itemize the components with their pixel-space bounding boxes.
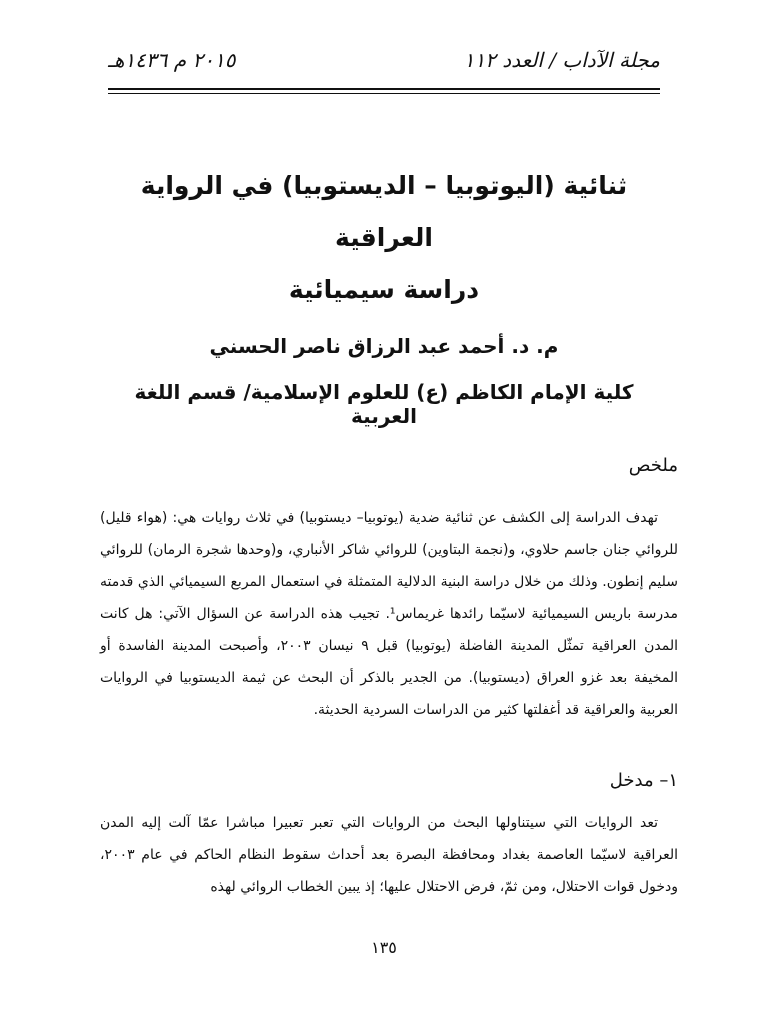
author-name: م. د. أحمد عبد الرزاق ناصر الحسني: [209, 334, 559, 358]
issue-date: ٢٠١٥ م ١٤٣٦هـ: [108, 48, 236, 72]
abstract-text: تهدف الدراسة إلى الكشف عن ثنائية ضدية (يوتوبيا– ديستوبيا) في ثلاث روايات هي: (هواء قليل) للروائي جنان جاسم حلاوي، و(نجمة البتاوين) للروائي شاكر الأنباري، و(وحدها شجرة الرمان) للروائي سليم إنطون. وذلك من خلال دراسة البنية الدلالية المتمثلة في استعمال المربع السيميائي الذي قدمته مدرسة باريس السيميائية لاسيّما رائدها غريماس¹. تجيب هذه الدراسة عن السؤال الآتي: هل كانت المدن العراقية تمثّل المدينة الفاضلة (يوتوبيا) قبل ٩ نيسان ٢٠٠٣، وأصبحت المدينة الفاسدة أو المخيفة بعد غزو العراق (ديستوبيا). من الجدير بالذكر أن البحث عن ثيمة الديستوبيا في الروايات العربية والعراقية قد أغفلتها كثير من الدراسات السردية الحديثة.: [100, 510, 678, 718]
header-rule: [108, 88, 660, 94]
journal-name: مجلة الآداب / العدد ١١٢: [463, 48, 660, 72]
page-number: ١٣٥: [371, 938, 397, 957]
author-affiliation: كلية الإمام الكاظم (ع) للعلوم الإسلامية/ قسم اللغة العربية: [134, 380, 634, 428]
paper-title: ثنائية (اليوتوبيا – الديستوبيا) في الرواية العراقية: [140, 171, 628, 252]
abstract-heading: ملخص: [628, 455, 678, 476]
title-block: [100, 160, 668, 428]
running-header: [108, 38, 660, 82]
intro-text: تعد الروايات التي سيتناولها البحث من الروايات التي تعبر تعبيرا مباشرا عمّا آلت إليه المدن العراقية لاسيّما العاصمة بغداد ومحافظة البصرة بعد أحداث سقوط النظام الحاكم في عام ٢٠٠٣، ودخول قوات الاحتلال، ومن ثمّ، فرض الاحتلال عليها؛ إذ يبين الخطاب الروائي لهذه: [100, 815, 678, 895]
intro-heading: ١– مدخل: [609, 770, 678, 791]
paper-subtitle: دراسة سيميائية: [288, 275, 480, 304]
